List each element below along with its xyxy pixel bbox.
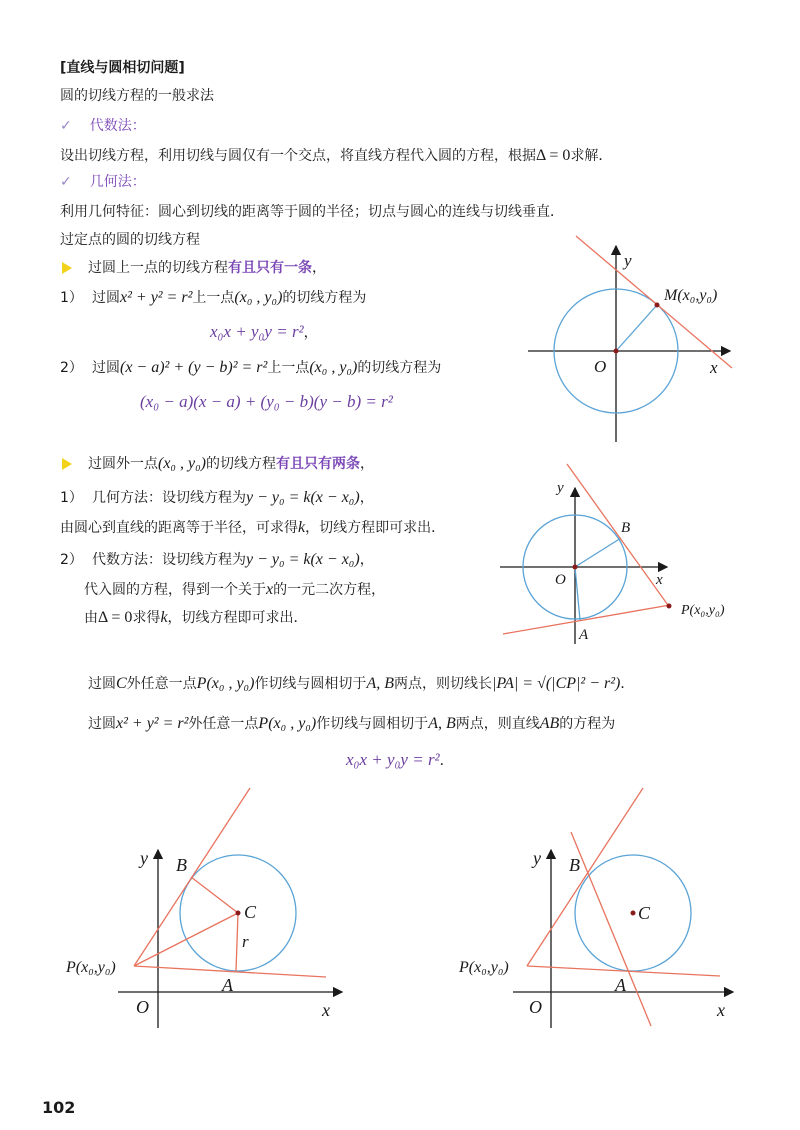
delta-formula: Δ = 0 [536, 147, 571, 164]
origin-label: O [594, 357, 607, 376]
punct: ， [359, 490, 374, 506]
center-c-label: C [638, 903, 651, 923]
origin-point [614, 349, 619, 354]
points-ab: A, B [366, 675, 394, 692]
chord-line [88, 714, 615, 734]
text: 的方程为 [559, 716, 616, 732]
delta-formula: Δ = 0 [98, 609, 133, 626]
outside-item-2-line2 [84, 580, 385, 600]
figure-tangent-length [60, 780, 360, 1030]
segment-pc [134, 913, 238, 966]
text: 过圆 [92, 290, 120, 306]
center-c-point [236, 911, 241, 916]
section-title: [直线与圆相切问题] [60, 60, 185, 76]
point-p: P(x₀ , y₀) [258, 715, 317, 732]
origin-label: O [136, 997, 149, 1017]
point-p: P(x₀ , y₀) [196, 675, 255, 692]
on-circle-bullet-emph: 有且只有一条 [228, 260, 312, 276]
points-ab: A, B [428, 715, 456, 732]
text: 由 [84, 610, 98, 626]
text: 上一点 [192, 290, 235, 306]
tangent-equation: x₀x + y₀y = r² [210, 322, 304, 341]
on-circle-bullet-a: 过圆上一点的切线方程 [88, 260, 228, 276]
fixed-point-title: 过定点的圆的切线方程 [60, 232, 200, 248]
var-c: C [116, 675, 127, 692]
point-p-label: P(x₀,y₀) [66, 959, 116, 976]
outside-bullet [60, 454, 374, 474]
segment-bc [191, 877, 238, 913]
text: 过圆 [88, 716, 116, 732]
on-circle-item-2 [60, 358, 441, 378]
circle-equation: x² + y² = r² [120, 289, 193, 306]
punct: ， [312, 260, 326, 276]
text: 几何方法：设切线方程为 [92, 490, 246, 506]
text: 的切线方程为 [357, 360, 442, 376]
var-k: k [160, 609, 168, 626]
point-b-label: B [621, 520, 631, 536]
chord-equation: x₀x + y₀y = r² [346, 750, 440, 769]
tangent-length-line [88, 674, 634, 694]
algebraic-text-a: 设出切线方程，利用切线与圆仅有一个交点，将直线方程代入圆的方程，根据 [60, 148, 536, 164]
y-label: y [533, 848, 541, 868]
text: 作切线与圆相切于 [254, 676, 367, 692]
radius-r-label: r [242, 932, 249, 951]
text: 外任意一点 [126, 676, 197, 692]
text: 求得 [132, 610, 161, 626]
geometric-method-heading [60, 172, 146, 192]
x-label: x [322, 1000, 330, 1020]
figure-two-tangents [495, 462, 745, 652]
point-m-label: M(x₀,y₀) [664, 287, 718, 304]
geometric-text: 利用几何特征：圆心到切线的距离等于圆的半径；切点与圆心的连线与切线垂直． [60, 204, 564, 220]
outside-item-2-line3 [84, 608, 308, 628]
text: 的切线方程为 [282, 290, 367, 306]
x-label: x [656, 572, 663, 588]
radius-oa [575, 567, 580, 620]
chord-line-ab [571, 832, 651, 1026]
punct: ． [620, 676, 635, 692]
point-a-label: A [222, 975, 233, 995]
outside-item-1 [60, 488, 374, 508]
center-c-point [631, 911, 636, 916]
radius-ca [236, 913, 238, 971]
item-number: 1） [60, 490, 83, 506]
on-circle-result-2 [140, 392, 393, 413]
on-circle-item-1 [60, 288, 366, 308]
x-label: x [717, 1000, 725, 1020]
punct: ． [439, 753, 454, 769]
origin-label: O [529, 997, 542, 1017]
algebraic-text [60, 146, 612, 166]
text: 两点，则切线长 [393, 676, 492, 692]
algebraic-method-heading [60, 116, 146, 136]
point-b-label: B [569, 855, 580, 875]
text: 过圆外一点 [88, 456, 158, 472]
tangent-line-pb [527, 788, 643, 966]
circle-equation: x² + y² = r² [116, 715, 189, 732]
point-coordinates: (x₀ , y₀) [309, 359, 358, 376]
on-circle-result-1 [210, 322, 318, 343]
text: 上一点 [267, 360, 310, 376]
text: 的一元二次方程， [273, 582, 386, 598]
center-c-label: C [244, 902, 257, 922]
circle-equation: (x − a)² + (y − b)² = r² [120, 359, 268, 376]
point-p-label: P(x₀,y₀) [681, 603, 725, 618]
y-label: y [140, 848, 148, 868]
var-k: k [298, 519, 306, 536]
page-number: 102 [42, 1098, 76, 1117]
text: 外任意一点 [188, 716, 259, 732]
tangent-line-pb [567, 464, 670, 608]
figure-tangent-at-point [520, 230, 750, 450]
geometric-label: 几何法： [89, 174, 146, 190]
check-icon: ✓ [60, 118, 72, 134]
bullet-triangle-icon [62, 458, 72, 470]
text: 的切线方程 [205, 456, 276, 472]
general-method-title: 圆的切线方程的一般求法 [60, 88, 214, 104]
point-b-label: B [176, 855, 187, 875]
origin-point [573, 565, 578, 570]
origin-label: O [555, 572, 566, 588]
tangent-equation: (x₀ − a)(x − a) + (y₀ − b)(y − b) = r² [140, 392, 393, 411]
x-label: x [710, 358, 718, 377]
check-icon: ✓ [60, 174, 72, 190]
text: 代入圆的方程，得到一个关于 [84, 582, 266, 598]
text: 过圆 [88, 676, 116, 692]
item-number: 2） [60, 360, 83, 376]
radius-ob [575, 538, 621, 567]
algebraic-label: 代数法： [89, 118, 146, 134]
algebraic-text-b: 求解． [570, 148, 613, 164]
var-x: x [266, 581, 274, 598]
point-m [655, 303, 660, 308]
outside-item-1-line2 [60, 518, 445, 538]
point-p-label: P(x₀,y₀) [459, 959, 509, 976]
text: 作切线与圆相切于 [316, 716, 429, 732]
on-circle-bullet [60, 258, 326, 278]
point-p [667, 604, 672, 609]
outside-item-2 [60, 550, 374, 570]
y-label: y [557, 480, 564, 496]
text: ，切线方程即可求出． [167, 610, 308, 626]
text: 过圆 [92, 360, 120, 376]
punct: ， [359, 552, 374, 568]
bullet-triangle-icon [62, 262, 72, 274]
outside-bullet-emph: 有且只有两条 [275, 456, 360, 472]
text: ，切线方程即可求出． [305, 520, 446, 536]
item-number: 2） [60, 552, 83, 568]
y-label: y [624, 251, 632, 270]
item-number: 1） [60, 290, 83, 306]
point-a-label: A [615, 975, 626, 995]
point-coordinates: (x₀ , y₀) [158, 455, 206, 472]
tangent-length-formula: |PA| = √(|CP|² − r²) [491, 675, 621, 692]
line-ab: AB [539, 715, 560, 732]
chord-line-result [346, 750, 454, 771]
line-equation: y − y₀ = k(x − x₀) [246, 489, 360, 506]
punct: ， [303, 325, 318, 341]
punct: ， [359, 456, 374, 472]
radius-om [616, 305, 657, 351]
text: 代数方法：设切线方程为 [92, 552, 246, 568]
line-equation: y − y₀ = k(x − x₀) [246, 551, 360, 568]
text: 两点，则直线 [455, 716, 540, 732]
figure-chord-of-contact [455, 780, 755, 1030]
point-a-label: A [579, 627, 589, 643]
text: 由圆心到直线的距离等于半径，可求得 [60, 520, 298, 536]
point-coordinates: (x₀ , y₀) [234, 289, 283, 306]
